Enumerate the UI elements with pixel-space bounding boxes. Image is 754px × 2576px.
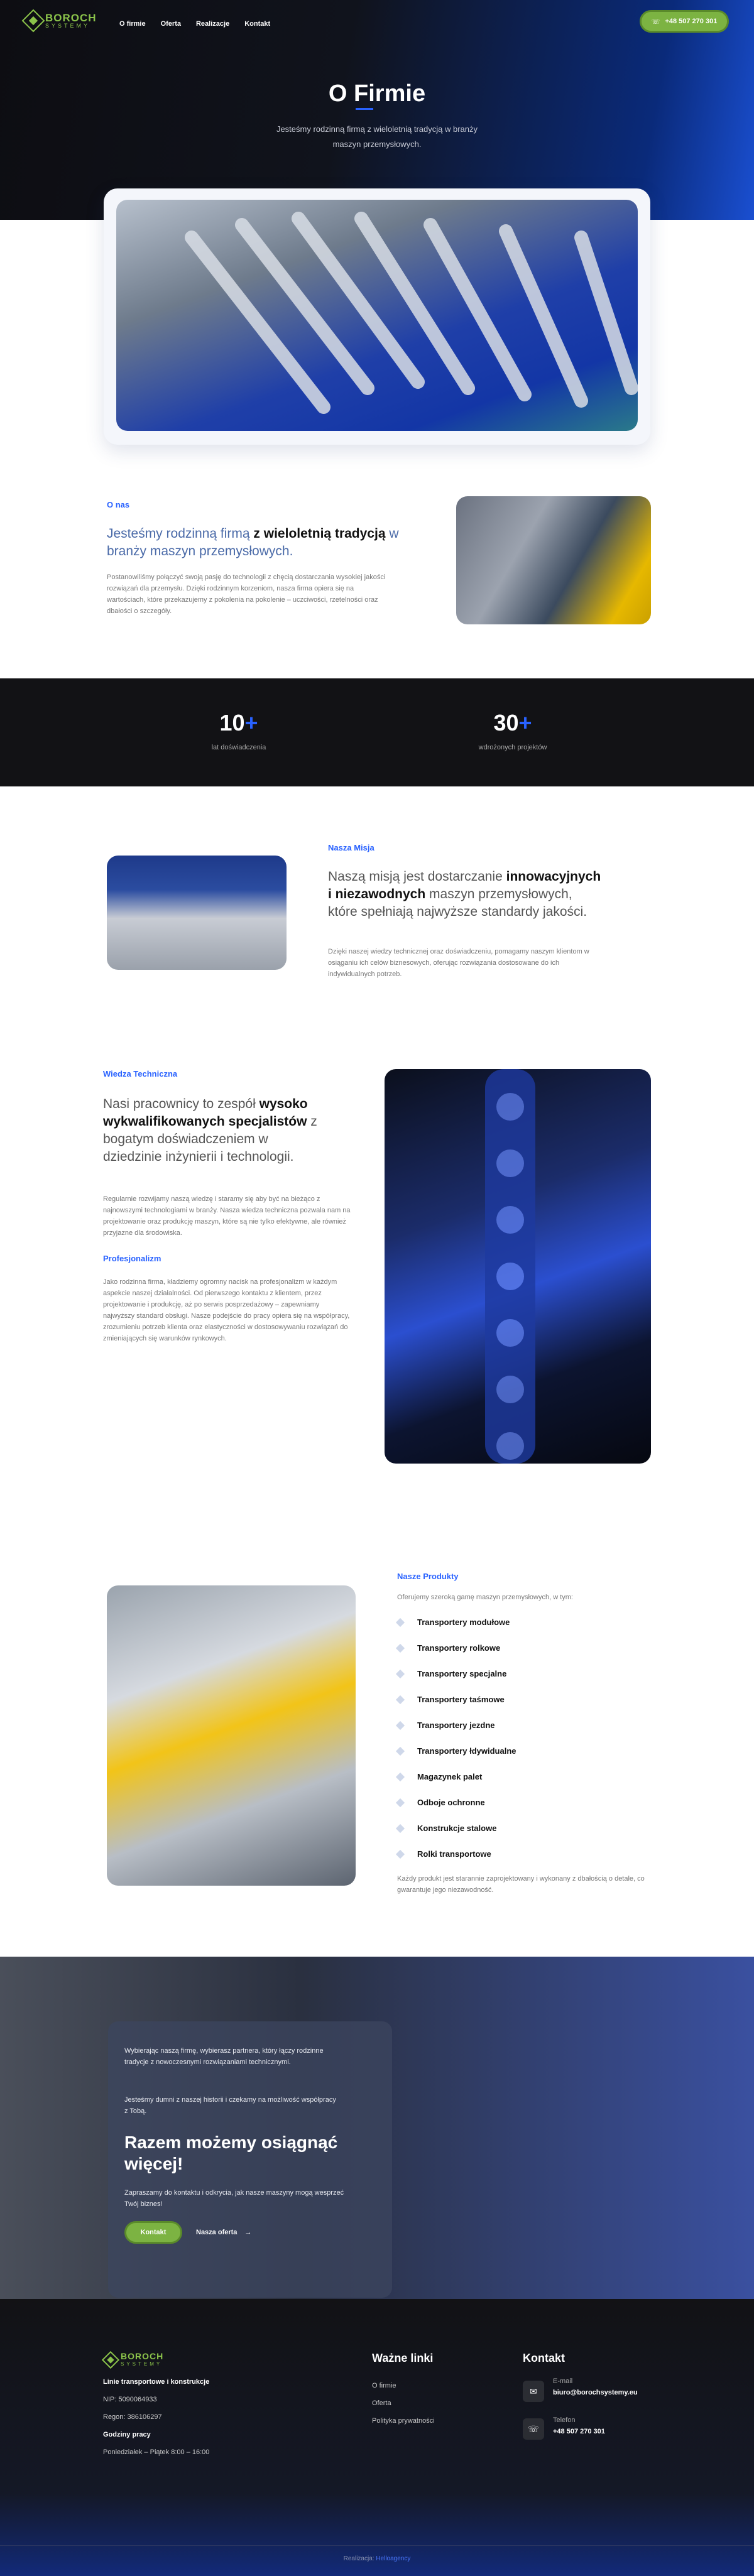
hero-subtitle-1: Jesteśmy rodzinną firmą z wieloletnią tradycją w branży: [276, 124, 478, 134]
tech-heading: Nasi pracownicy to zespół wysoko wykwalifikowanych specjalistów z bogatym doświadczeniem w dziedzinie inżynierii i technologii.: [103, 1097, 317, 1164]
product-item[interactable]: Transportery taśmowe: [397, 1687, 648, 1712]
tech-label: Wiedza Techniczna: [103, 1069, 178, 1079]
phone-button[interactable]: ☏ +48 507 270 301: [640, 10, 729, 33]
phone-icon: ☏: [651, 18, 660, 26]
product-item[interactable]: Transportery specjalne: [397, 1661, 648, 1687]
diamond-bullet-icon: [396, 1746, 405, 1755]
offer-link[interactable]: Nasza oferta →: [196, 2229, 252, 2236]
logo-icon: [102, 2350, 119, 2368]
stat-projects: 30+: [493, 710, 532, 736]
cta-text-2: Jesteśmy dumni z naszej historii i czekamy na możliwość współpracy z Tobą.: [124, 2096, 336, 2115]
footer-phone[interactable]: +48 507 270 301: [553, 2428, 605, 2435]
footer-logo[interactable]: BOROCH SYSTEMY: [104, 2352, 163, 2367]
tech-text: Regularnie rozwijamy naszą wiedzę i staramy się aby być na bieżąco z najnowszymi technologiami w branży. Nasza wiedza techniczna pozwala nam na projektowanie oraz produkcję maszyn, które są nie tylko efektywne, ale również przyjazne dla środowiska.: [103, 1195, 351, 1237]
footer-link-o-firmie[interactable]: O firmie: [372, 2382, 396, 2389]
mission-warehouse-image: [107, 856, 287, 970]
page-title: O Firmie: [328, 80, 426, 107]
product-item[interactable]: Transportery modułowe: [397, 1609, 648, 1635]
products-list: [397, 1609, 648, 1867]
cta-text-1: Wybierając naszą firmę, wybierasz partnera, który łączy rodzinne tradycje z nowoczesnymi rozwiązaniami technicznymi.: [124, 2047, 324, 2066]
contact-button[interactable]: Kontakt: [124, 2221, 182, 2244]
chain-conveyor-image: [385, 1069, 651, 1464]
footer-credit: Realizacja: Helloagency: [343, 2555, 411, 2562]
cta-text: Zapraszamy do kontaktu i odkrycia, jak nasze maszyny mogą wesprzeć Twój biznes!: [124, 2189, 344, 2208]
diamond-bullet-icon: [396, 1643, 405, 1652]
footer-email-label: E-mail: [553, 2378, 573, 2385]
footer-nip: NIP: 5090064933: [103, 2396, 157, 2403]
nav-kontakt[interactable]: Kontakt: [244, 20, 271, 28]
mission-label: Nasza Misja: [328, 843, 374, 852]
mission-heading: Naszą misją jest dostarczanie innowacyjnych i niezawodnych maszyn przemysłowych, które spełniają najwyższe standardy jakości.: [328, 869, 601, 919]
diamond-bullet-icon: [396, 1798, 405, 1807]
footer-link-privacy[interactable]: Polityka prywatności: [372, 2417, 435, 2425]
professionalism-text: Jako rodzinna firma, kładziemy ogromny nacisk na profesjonalizm w każdym aspekcie naszej działalności. Od pierwszego kontaktu z klientem, przez projektowanie i produkcję, aż po serwis posprzedażowy – zapewniamy najwyższy standard obsługi. Nasze podejście do pracy opiera się na współpracy, zrozumieniu potrzeb klienta oraz elastyczności w dostosowywaniu rozwiązań do zmieniających się warunków rynkowych.: [103, 1278, 350, 1342]
stat-years: 10+: [219, 710, 258, 736]
about-heading: Jesteśmy rodzinną firmą z wieloletnią tradycją w branży maszyn przemysłowych.: [107, 526, 399, 558]
diamond-bullet-icon: [396, 1849, 405, 1858]
diamond-bullet-icon: [396, 1720, 405, 1729]
credit-link[interactable]: Helloagency: [376, 2555, 411, 2562]
diamond-bullet-icon: [396, 1695, 405, 1704]
logo-icon: [22, 9, 45, 33]
product-item[interactable]: Magazynek palet: [397, 1764, 648, 1790]
about-worker-image: [456, 496, 651, 624]
hero-subtitle-2: maszyn przemysłowych.: [332, 139, 422, 149]
main-nav: [119, 18, 285, 29]
logo-name: BOROCH: [45, 11, 97, 24]
diamond-bullet-icon: [396, 1772, 405, 1781]
product-item[interactable]: Transportery jezdne: [397, 1712, 648, 1738]
footer-hours: Poniedziałek – Piątek 8:00 – 16:00: [103, 2448, 210, 2456]
product-item[interactable]: Transportery łdywidualne: [397, 1738, 648, 1764]
nav-realizacje[interactable]: Realizacje: [195, 20, 230, 28]
cta-title: Razem możemy osiągnąć więcej!: [124, 2133, 338, 2173]
footer-divider: [0, 2545, 754, 2546]
header: [0, 0, 754, 44]
stats-section: [0, 678, 754, 786]
robot-arm-image: [107, 1585, 356, 1886]
about-label: O nas: [107, 500, 130, 509]
nav-o-firmie[interactable]: O firmie: [119, 20, 146, 28]
footer-regon: Regon: 386106297: [103, 2413, 162, 2421]
professionalism-label: Profesjonalizm: [103, 1254, 161, 1263]
conveyor-rollers-image: [116, 200, 638, 431]
nav-oferta[interactable]: Oferta: [160, 20, 181, 28]
products-intro: Oferujemy szeroką gamę maszyn przemysłowych, w tym:: [397, 1594, 573, 1601]
footer-contact-title: Kontakt: [523, 2352, 565, 2364]
diamond-bullet-icon: [396, 1669, 405, 1678]
phone-icon: ☏: [523, 2418, 544, 2440]
products-outro: Każdy produkt jest starannie zaprojektowany i wykonany z dbałością o detale, co gwarantuje jego niezawodność.: [397, 1875, 645, 1894]
mail-icon: ✉: [523, 2381, 544, 2402]
diamond-bullet-icon: [396, 1617, 405, 1626]
stat-projects-label: wdrożonych projektów: [478, 744, 547, 751]
products-label: Nasze Produkty: [397, 1572, 459, 1581]
product-item[interactable]: Odboje ochronne: [397, 1790, 648, 1815]
footer-email[interactable]: biuro@borochsystemy.eu: [553, 2389, 638, 2396]
footer-phone-label: Telefon: [553, 2416, 576, 2424]
diamond-bullet-icon: [396, 1823, 405, 1832]
logo-sub: SYSTEMY: [45, 22, 90, 29]
footer-hours-title: Godziny pracy: [103, 2431, 151, 2438]
product-item[interactable]: Rolki transportowe: [397, 1841, 648, 1867]
product-item[interactable]: Konstrukcje stalowe: [397, 1815, 648, 1841]
title-underline: [356, 108, 373, 110]
footer-links-title: Ważne linki: [372, 2352, 434, 2364]
about-text: Postanowiliśmy połączyć swoją pasję do technologii z chęcią dostarczania wysokiej jakości rozwiązań dla przemysłu. Dzięki rodzinnym korzeniom, nasza firma opiera się na wartościach, które przekazujemy z pokolenia na pokolenie – uczciwości, rzetelności oraz dbałości o szczegóły.: [107, 573, 386, 615]
stat-years-label: lat doświadczenia: [211, 744, 266, 751]
arrow-right-icon: →: [244, 2229, 252, 2236]
logo[interactable]: [25, 13, 97, 29]
footer-company: Linie transportowe i konstrukcje: [103, 2378, 210, 2386]
mission-text: Dzięki naszej wiedzy technicznej oraz doświadczeniu, pomagamy naszym klientom w osiąganiu ich celów biznesowych, oferując rozwiązania dostosowane do ich indywidualnych potrzeb.: [328, 948, 589, 978]
footer-link-oferta[interactable]: Oferta: [372, 2399, 391, 2407]
product-item[interactable]: Transportery rolkowe: [397, 1635, 648, 1661]
